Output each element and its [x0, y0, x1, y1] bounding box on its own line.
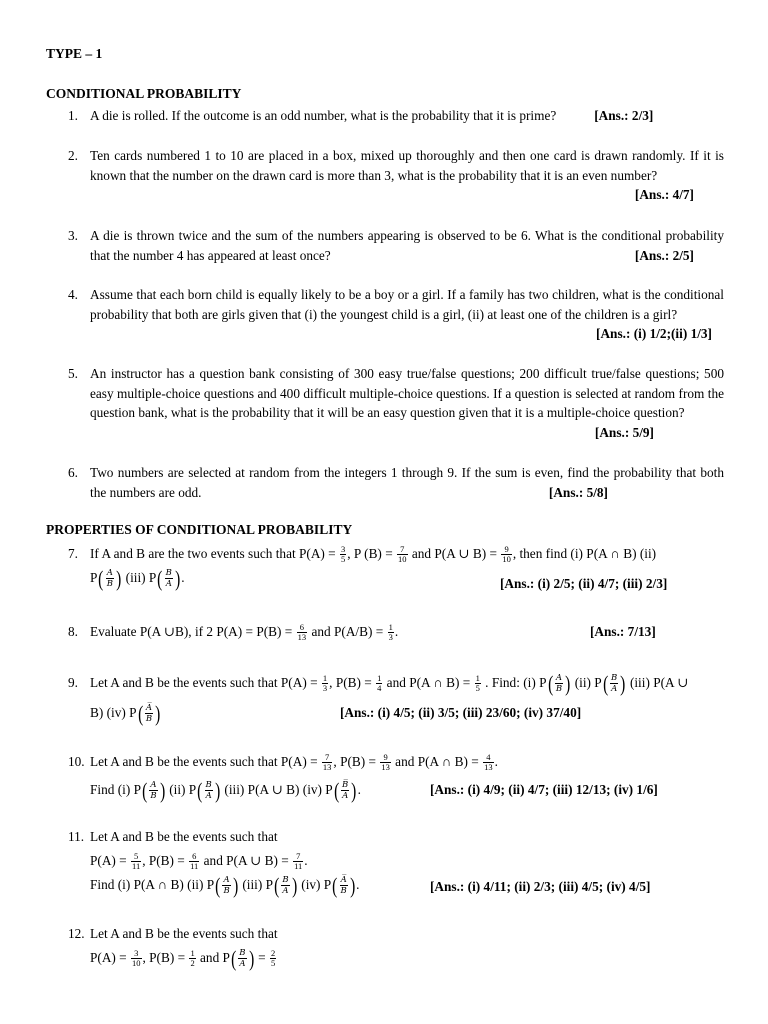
denominator: B̅	[340, 886, 347, 897]
q10-text-2: , P(B) =	[333, 754, 377, 769]
answer: [Ans.: (i) 4/5; (ii) 3/5; (iii) 23/60; (iv) 37/40]	[340, 705, 582, 720]
question-number: 5.	[68, 366, 78, 381]
question-number: 2.	[68, 148, 78, 163]
q8-text-1: Evaluate P(A ∪B), if 2 P(A) = P(B) =	[90, 624, 293, 639]
denominator: B	[106, 579, 113, 590]
question-2	[68, 146, 724, 205]
question-4	[68, 285, 724, 344]
question-12: 12. Let A and B be the events such that P(A) = $\frac{3}{10}$ , P(B) = $\frac{1}{2}$ and P( $\frac{B}{A}$ ) = $\frac{2}{5}$	[68, 922, 724, 970]
answer: [Ans.: 4/7]	[634, 187, 694, 203]
q11-text-8: (iv) P	[301, 877, 332, 892]
fraction	[322, 753, 333, 772]
fraction	[555, 673, 563, 694]
fraction	[483, 753, 494, 772]
denominator: 11	[294, 861, 303, 872]
numerator: 9	[380, 753, 391, 763]
q12-text-1: Let A and B be the events such that	[90, 926, 278, 941]
numerator: A̅	[340, 875, 347, 886]
denominator: 11	[190, 861, 199, 872]
numerator: A̅	[145, 703, 153, 714]
question-6	[68, 463, 724, 502]
q10-text-1: Let A and B be the events such that P(A) =	[90, 754, 318, 769]
fraction	[610, 673, 618, 694]
q9-text-2: , P(B) =	[329, 675, 372, 690]
fraction	[205, 780, 213, 801]
numerator: 6	[297, 623, 308, 633]
fraction	[388, 623, 394, 642]
fraction	[293, 852, 303, 871]
q11-text-6: Find (i) P(A ∩ B) (ii) P	[90, 877, 215, 892]
fraction	[397, 545, 408, 564]
numerator: 5	[131, 852, 141, 862]
q10-text-3: and P(A ∩ B) =	[395, 754, 479, 769]
denominator: 3	[322, 683, 328, 694]
question-text: Assume that each born child is equally likely to be a boy or a girl. If a family has two children, what is the conditional probability that both are girls given that (i) the youngest child is a girl, (ii) at least one of the children is a girl?	[90, 287, 724, 322]
question-number: 11.	[68, 829, 85, 844]
section-heading-conditional-probability: CONDITIONAL PROBABILITY	[46, 86, 242, 101]
denominator: 4	[377, 683, 382, 694]
denominator: 11	[132, 861, 141, 872]
numerator: 9	[501, 545, 512, 555]
denominator: 10	[132, 958, 141, 969]
fraction	[189, 852, 199, 871]
denominator: 10	[398, 554, 407, 565]
numerator: 3	[341, 544, 346, 555]
q11-text-3: , P(B) =	[142, 853, 185, 868]
denominator: A	[205, 791, 212, 802]
numerator: 7	[293, 852, 303, 862]
denominator: A	[282, 886, 289, 897]
denominator: B̅	[145, 714, 153, 725]
fraction	[165, 568, 173, 589]
numerator: 1	[322, 673, 328, 684]
denominator: A̅	[342, 791, 349, 802]
question-text: A die is thrown twice and the sum of the numbers appearing is observed to be 6. What is the conditional probability that the number 4 has appeared at least once?	[90, 228, 724, 263]
fraction	[145, 703, 153, 724]
q9-text-7: B) (iv) P	[90, 705, 137, 720]
numerator: B	[282, 875, 289, 886]
fraction	[189, 949, 195, 968]
numerator: B	[611, 673, 618, 684]
denominator: A	[165, 579, 172, 590]
q9-text-5: (ii) P	[574, 675, 602, 690]
q11-text-5: .	[304, 853, 308, 868]
numerator: 3	[131, 949, 142, 959]
answer: [Ans.: (i) 1/2;(ii) 1/3]	[596, 326, 712, 342]
numerator: 1	[475, 673, 480, 684]
question-11: 11. Let A and B be the events such that P(A) = $\frac{5}{11}$ , P(B) = $\frac{6}{11}$ and P(A ∪ B) = $\frac{7}{11}$ . Find (i) P(A ∩ B) (ii) P( $\frac{A}{B}$ ) (iii) P( $\frac{B}{A}$ ) (iv) P( $\frac{A̅}{B̅}$ ). [Ans.: (i) 4/11; (ii) 2/3; (iii) 4/5; (iv) 4/5]	[68, 825, 724, 897]
question-number: 9.	[68, 675, 78, 690]
fraction	[380, 753, 391, 772]
fraction	[475, 674, 481, 693]
question-text: Ten cards numbered 1 to 10 are placed in a box, mixed up thoroughly and then one card is drawn randomly. If it is known that the number on the drawn card is more than 3, what is the probability that it is an even number?	[90, 148, 724, 183]
q12-text-5: =	[258, 950, 266, 965]
numerator: 7	[322, 753, 333, 763]
q9-text-4: . Find: (i) P	[485, 675, 547, 690]
numerator: 1	[377, 673, 382, 684]
question-10: 10. Let A and B be the events such that P(A) = $\frac{7}{13}$ , P(B) = $\frac{9}{13}$ and P(A ∩ B) = $\frac{4}{13}$ . Find (i) P( $\frac{A}{B}$ ) (ii) P( $\frac{B}{A}$ ) (iii) P(A ∪ B) (iv) P( $\frac{B̅}{A̅}$ ). [Ans.: (i) 4/9; (ii) 4/7; (iii) 12/13; (iv) 1/6]	[68, 748, 724, 804]
q9-text-1: Let A and B be the events such that P(A) =	[90, 675, 318, 690]
question-text: A die is rolled. If the outcome is an odd number, what is the probability that it is prime?	[90, 108, 557, 123]
denominator: 5	[271, 958, 276, 969]
question-number: 10.	[68, 754, 85, 769]
question-number: 6.	[68, 465, 78, 480]
denominator: A	[239, 959, 246, 970]
q10-text-5: Find (i) P	[90, 782, 141, 797]
fraction	[297, 623, 308, 642]
q11-text-2: P(A) =	[90, 853, 127, 868]
answer: [Ans.: (i) 4/9; (ii) 4/7; (iii) 12/13; (iv) 1/6]	[430, 782, 658, 797]
denominator: 5	[475, 683, 480, 694]
q7-text-1: If A and B are the two events such that P(A) =	[90, 546, 336, 561]
question-1	[68, 106, 724, 126]
question-number: 8.	[68, 624, 78, 639]
answer: [Ans.: 7/13]	[590, 624, 656, 639]
fraction	[340, 875, 348, 896]
fraction	[340, 545, 346, 564]
q12-text-3: , P(B) =	[142, 950, 186, 965]
type-heading: TYPE – 1	[46, 46, 103, 61]
fraction	[322, 674, 328, 693]
denominator: 2	[190, 958, 195, 969]
q7-text-7: .	[181, 570, 185, 585]
answer: [Ans.: (i) 2/5; (ii) 4/7; (iii) 2/3]	[500, 576, 668, 591]
numerator: A	[555, 673, 563, 684]
q11-text-4: and P(A ∪ B) =	[203, 853, 289, 868]
question-number: 12.	[68, 926, 85, 941]
question-number: 3.	[68, 228, 78, 243]
question-text: Two numbers are selected at random from the integers 1 through 9. If the sum is even, find the probability that both the numbers are odd.	[90, 465, 724, 500]
denominator: 5	[341, 554, 346, 565]
numerator: A	[223, 875, 230, 886]
fraction	[222, 875, 230, 896]
fraction	[270, 949, 276, 968]
question-number: 7.	[68, 546, 78, 561]
numerator: A	[150, 780, 157, 791]
fraction	[281, 875, 289, 896]
numerator: 4	[483, 753, 494, 763]
question-text: An instructor has a question bank consisting of 300 easy true/false questions; 200 difficult true/false questions; 500 easy multiple-choice questions and 400 difficult multiple-choice questions. If a question is selected at random from the question bank, what is the probability that it will be an easy question given that it is a multiple-choice question?	[90, 366, 724, 421]
q12-text-4: and P	[200, 950, 230, 965]
question-number: 4.	[68, 287, 78, 302]
q11-text-7: (iii) P	[242, 877, 274, 892]
denominator: 13	[322, 762, 332, 773]
q12-text-2: P(A) =	[90, 950, 127, 965]
q7-text-2: , P (B) =	[347, 546, 393, 561]
fraction	[501, 545, 512, 564]
q9-text-3: and P(A ∩ B) =	[386, 675, 471, 690]
fraction	[106, 568, 114, 589]
answer: [Ans.: 2/5]	[634, 247, 694, 263]
fraction	[341, 780, 349, 801]
question-5	[68, 364, 724, 442]
denominator: B	[223, 886, 230, 897]
question-3	[68, 226, 724, 265]
numerator: 7	[397, 545, 408, 555]
answer: [Ans.: 5/8]	[548, 484, 608, 500]
question-8	[68, 620, 724, 644]
q7-text-4: , then find (i) P(A ∩ B) (ii)	[512, 546, 657, 561]
numerator: B	[165, 568, 172, 579]
q11-text-1: Let A and B be the events such that	[90, 829, 278, 844]
numerator: B̅	[342, 780, 349, 791]
denominator: 13	[381, 762, 390, 773]
section-heading-properties: PROPERTIES OF CONDITIONAL PROBABILITY	[46, 522, 353, 537]
numerator: 1	[190, 948, 195, 959]
denominator: B	[150, 791, 157, 802]
answer: [Ans.: 5/9]	[594, 424, 654, 440]
numerator: 2	[271, 948, 276, 959]
denominator: 3	[388, 632, 393, 643]
fraction	[131, 852, 141, 871]
question-7: 7. If A and B are the two events such that P(A) = $\frac{3}{5}$ , P (B) = $\frac{7}{10}$ and P(A ∪ B) = $\frac{9}{10}$ , then find (i) P(A ∩ B) (ii) P( $\frac{A}{B}$ ) (iii) P( $\frac{B}{A}$ ). [Ans.: (i) 2/5; (ii) 4/7; (iii) 2/3]	[68, 542, 724, 590]
fraction	[131, 949, 142, 968]
question-9: 9. Let A and B be the events such that P(A) = $\frac{1}{3}$ , P(B) = $\frac{1}{4}$ and P(A ∩ B) = $\frac{1}{5}$ . Find: (i) P( $\frac{A}{B}$ ) (ii) P( $\frac{B}{A}$ ) (iii) P(A ∪ B) (iv) P( $\frac{A̅}{B̅}$ ) [Ans.: (i) 4/5; (ii) 3/5; (iii) 23/60; (iv) 37/40]	[68, 668, 724, 728]
q10-text-8: .	[357, 782, 361, 797]
question-number: 1.	[68, 108, 78, 123]
q11-text-9: .	[356, 877, 360, 892]
q9-text-6: (iii) P(A ∪	[629, 675, 689, 690]
fraction	[376, 674, 382, 693]
numerator: A	[106, 568, 113, 579]
numerator: 1	[388, 622, 393, 633]
q10-text-4: .	[494, 754, 498, 769]
denominator: B	[555, 684, 563, 695]
q7-text-5: P	[90, 570, 98, 585]
denominator: A	[611, 684, 618, 695]
answer: [Ans.: 2/3]	[594, 108, 654, 123]
numerator: 6	[189, 852, 199, 862]
denominator: 13	[297, 632, 307, 643]
denominator: 10	[502, 554, 511, 565]
q10-text-7: (iii) P(A ∪ B) (iv) P	[224, 782, 333, 797]
q7-text-3: and P(A ∪ B) =	[411, 546, 497, 561]
numerator: B	[205, 780, 212, 791]
fraction	[238, 948, 246, 969]
numerator: B	[239, 948, 246, 959]
q10-text-6: (ii) P	[169, 782, 197, 797]
q7-text-6: (iii) P	[125, 570, 157, 585]
q8-text-2: and P(A/B) =	[311, 624, 384, 639]
denominator: 13	[484, 762, 493, 773]
answer: [Ans.: (i) 4/11; (ii) 2/3; (iii) 4/5; (iv) 4/5]	[430, 879, 651, 894]
fraction	[149, 780, 157, 801]
q8-text-3: .	[394, 624, 399, 639]
